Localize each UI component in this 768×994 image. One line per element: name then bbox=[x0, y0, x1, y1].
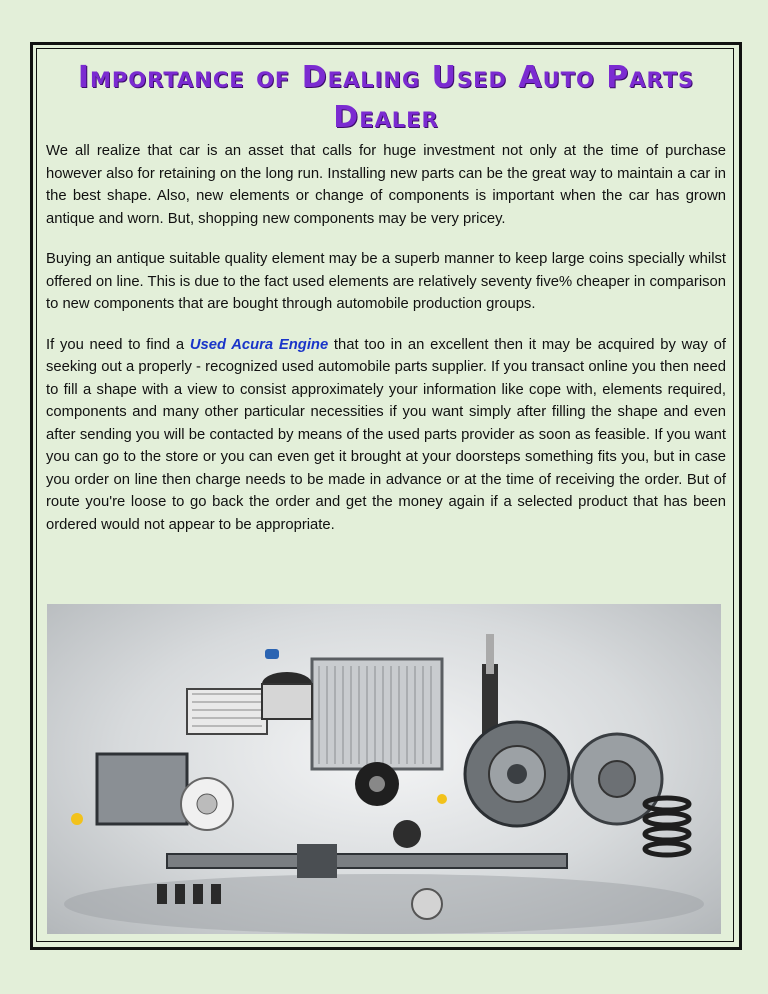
used-acura-engine-link[interactable]: Used Acura Engine bbox=[189, 336, 329, 353]
article-body bbox=[46, 58, 726, 554]
auto-parts-photo bbox=[47, 604, 721, 934]
paragraph-3-text-end: that too in an excellent then it may be acquired by way of seeking out a properly - recognized used automobile parts supplier. If you transact online you then need to fill a shape with a view to consist approximately your information like cope with, elements required, components and many other particular necessities if you want simply after filling the shape and even after sending you will be contacted by means of the used parts provider as soon as feasible. If you want you can go to the store or you can even get it brought at your doorsteps something fits you, but in case you order on line then charge needs to be made in advance or at the time of receiving the order. But of route you're loose to go back the order and get the money again if a selected product that has been ordered would not appear to be appropriate. bbox=[46, 336, 727, 533]
paragraph-3-text-start: If you need to find a bbox=[46, 336, 190, 353]
paragraph-1: We all realize that car is an asset that calls for huge investment not only at the time of purchase however also for retaining on the long run. Installing new parts can be the great way to maintain a car in the best shape. Also, new elements or change of components is important when the car has grown antique and worn. But, shopping new components may be very pricey. bbox=[46, 143, 726, 227]
auto-parts-illustration bbox=[47, 604, 721, 934]
article-title: Importance of Dealing Used Auto Parts Dealer bbox=[77, 60, 695, 135]
paragraph-2: Buying an antique suitable quality element may be a superb manner to keep large coins specially whilst offered on line. This is due to the fact used elements are relatively seventy five% cheaper in comparison to new components that are bought through automobile production groups. bbox=[46, 251, 726, 312]
paragraph-3 bbox=[46, 334, 726, 537]
